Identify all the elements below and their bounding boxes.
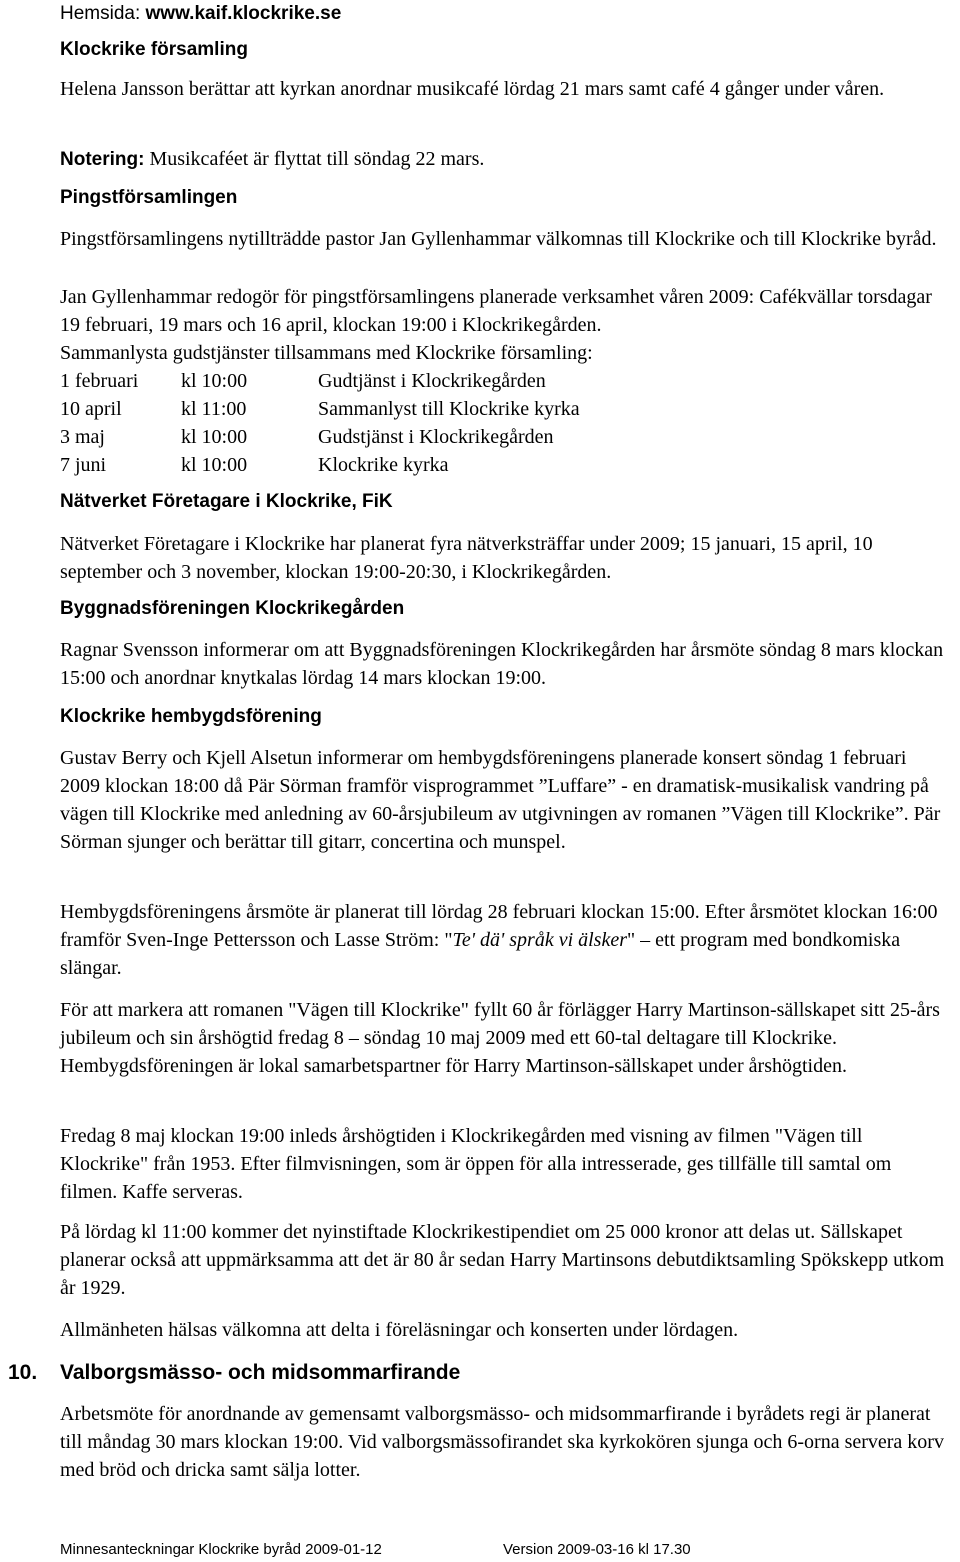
schedule-time: kl 10:00 bbox=[181, 426, 248, 448]
section-number: 10. bbox=[8, 1361, 38, 1384]
arsmote-text-end: " – ett program med bondkomiska slängar. bbox=[60, 929, 901, 979]
arsmote-text-start: Hembygdsföreningens årsmöte är planerat till lördag 28 februari klockan 15:00. Efter årsmötet klockan 16:00 framför Sven-Inge Pettersson och Lasse Ström: " bbox=[60, 901, 938, 951]
note-text: Musikcaféet är flyttat till söndag 22 mars. bbox=[144, 148, 485, 170]
schedule-date: 3 maj bbox=[60, 426, 105, 448]
homepage-line bbox=[60, 2, 341, 26]
program-title: Te' dä' språk vi älsker bbox=[452, 929, 628, 951]
paragraph-arsmote bbox=[60, 898, 950, 982]
paragraph-allmanheten: Allmänheten hälsas välkomna att delta i föreläsningar och konserten under lördagen. bbox=[60, 1319, 739, 1341]
schedule-time: kl 10:00 bbox=[181, 454, 248, 476]
paragraph-konsert: Gustav Berry och Kjell Alsetun informerar om hembygdsföreningens planerade konsert söndag 1 februari 2009 klockan 18:00 då Pär Sörman framför visprogrammet ”Luffare” - en dramatisk-musikalisk vandring på vägen till Klockrike med anledning av 60-årsjubileum av utgivningen av romanen ”Vägen till Klockrike”. Pär Sörman sjunger och berättar till gitarr, concertina och munspel. bbox=[60, 747, 941, 853]
paragraph-musikcafe: Helena Jansson berättar att kyrkan anordnar musikcafé lördag 21 mars samt café 4 gånger under våren. bbox=[60, 78, 885, 100]
paragraph-martinson-sallskapet: För att markera att romanen "Vägen till Klockrike" fyllt 60 år förlägger Harry Martinson-sällskapet sitt 25-års jubileum och sin årshögtid fredag 8 – söndag 10 maj 2009 med ett 60-tal deltagare till Klockrike. Hembygdsföreningen är lokal samarbetspartner för Harry Martinson-sällskapet under årshögtiden. bbox=[60, 999, 940, 1077]
paragraph-natverket: Nätverket Företagare i Klockrike har planerat fyra nätverksträffar under 2009; 15 januari, 15 april, 10 september och 3 november, klockan 19:00-20:30, i Klockrikegården. bbox=[60, 533, 873, 583]
schedule-row bbox=[60, 451, 950, 479]
note-label: Notering: bbox=[60, 149, 145, 170]
homepage-url[interactable]: www.kaif.klockrike.se bbox=[145, 3, 342, 24]
heading-valborg-midsommar: Valborgsmässo- och midsommarfirande bbox=[60, 1361, 461, 1384]
schedule-time: kl 11:00 bbox=[181, 398, 247, 420]
schedule-time: kl 10:00 bbox=[181, 370, 248, 392]
paragraph-sammanlysta: Sammanlysta gudstjänster tillsammans med Klockrike församling: bbox=[60, 342, 593, 364]
schedule-event: Klockrike kyrka bbox=[318, 454, 449, 476]
schedule-date: 1 februari bbox=[60, 370, 139, 392]
service-schedule bbox=[60, 367, 950, 479]
homepage-label: Hemsida: bbox=[60, 3, 141, 24]
heading-hembygdsforening: Klockrike hembygdsförening bbox=[60, 706, 322, 727]
paragraph-filmvisning: Fredag 8 maj klockan 19:00 inleds årshögtiden i Klockrikegården med visning av filmen "Vägen till Klockrike" från 1953. Efter filmvisningen, som är öppen för alla intresserade, ges tillfälle till samtal om filmen. Kaffe serveras. bbox=[60, 1125, 892, 1203]
heading-klockrike-forsamling: Klockrike församling bbox=[60, 39, 248, 60]
paragraph-stipendiet: På lördag kl 11:00 kommer det nyinstiftade Klockrikestipendiet om 25 000 kronor att delas ut. Sällskapet planerar också att uppmärksamma att det är 80 år sedan Harry Martinsons debutdiktsamling Spökskepp utkom år 1929. bbox=[60, 1221, 945, 1299]
heading-natverket: Nätverket Företagare i Klockrike, FiK bbox=[60, 491, 393, 512]
note-line bbox=[60, 145, 950, 174]
paragraph-verksamhet: Jan Gyllenhammar redogör för pingstförsamlingens planerade verksamhet våren 2009: Cafékvällar torsdagar 19 februari, 19 mars och 16 april, klockan 19:00 i Klockrikegården. bbox=[60, 286, 932, 336]
footer-version: Version 2009-03-16 kl 17.30 bbox=[503, 1541, 691, 1558]
paragraph-valborg: Arbetsmöte för anordnande av gemensamt valborgsmässo- och midsommarfirande i byrådets regi är planerat till måndag 30 mars klockan 19:00. Vid valborgsmässofirandet ska kyrkokören sjunga och 6-orna servera korv med bröd och dricka samt sälja lotter. bbox=[60, 1403, 944, 1481]
paragraph-byggnadsforeningen: Ragnar Svensson informerar om att Byggnadsföreningen Klockrikegården har årsmöte söndag 8 mars klockan 15:00 och anordnar knytkalas lördag 14 mars klockan 19:00. bbox=[60, 639, 944, 689]
paragraph-pastor: Pingstförsamlingens nytillträdde pastor Jan Gyllenhammar välkomnas till Klockrike och till Klockrike byråd. bbox=[60, 228, 937, 250]
schedule-date: 7 juni bbox=[60, 454, 107, 476]
schedule-event: Gudtjänst i Klockrikegården bbox=[318, 370, 546, 392]
schedule-row bbox=[60, 423, 950, 451]
schedule-row bbox=[60, 367, 950, 395]
heading-byggnadsforeningen: Byggnadsföreningen Klockrikegården bbox=[60, 598, 405, 619]
schedule-date: 10 april bbox=[60, 398, 122, 420]
schedule-row bbox=[60, 395, 950, 423]
footer-left: Minnesanteckningar Klockrike byråd 2009-01-12 bbox=[60, 1541, 382, 1558]
schedule-event: Sammanlyst till Klockrike kyrka bbox=[318, 398, 580, 420]
heading-pingstforsamlingen: Pingstförsamlingen bbox=[60, 187, 238, 208]
schedule-event: Gudstjänst i Klockrikegården bbox=[318, 426, 554, 448]
